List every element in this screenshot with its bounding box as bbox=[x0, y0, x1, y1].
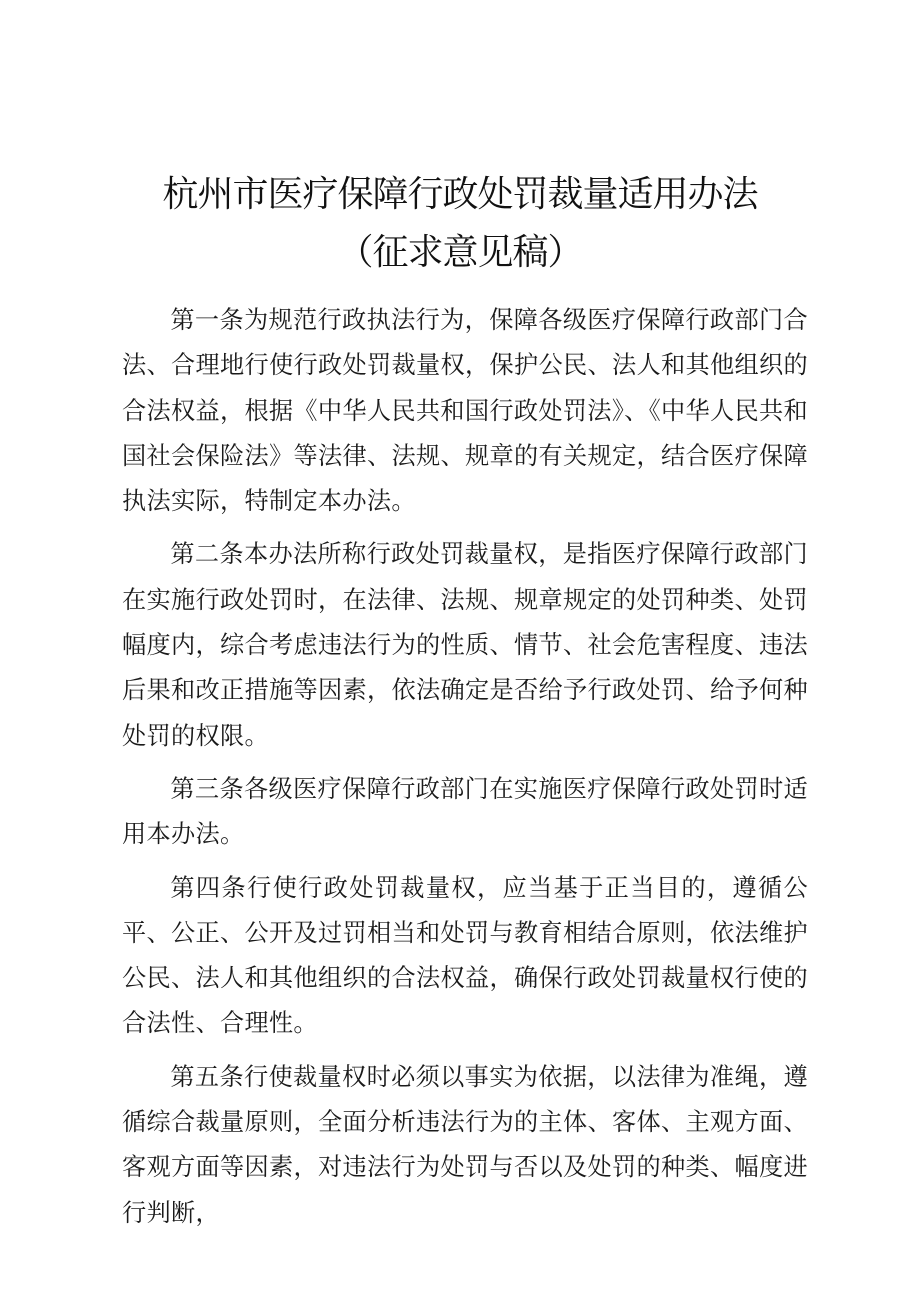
article-5-paragraph: 第五条行使裁量权时必须以事实为依据，以法律为准绳，遵循综合裁量原则，全面分析违法行为的主体、客体、主观方面、客观方面等因素，对违法行为处罚与否以及处罚的种类、幅度进行判断， bbox=[122, 1062, 808, 1227]
article-3-paragraph: 第三条各级医疗保障行政部门在实施医疗保障行政处罚时适用本办法。 bbox=[122, 774, 808, 849]
document-subtitle: （征求意见稿） bbox=[337, 232, 583, 273]
article-2-paragraph: 第二条本办法所称行政处罚裁量权，是指医疗保障行政部门在实施行政处罚时，在法律、法规、规章规定的处罚种类、处罚幅度内，综合考虑违法行为的性质、情节、社会危害程度、违法后果和改正措施等因素，依法确定是否给予行政处罚、给予何种处罚的权限。 bbox=[122, 540, 808, 750]
article-1-paragraph: 第一条为规范行政执法行为，保障各级医疗保障行政部门合法、合理地行使行政处罚裁量权，保护公民、法人和其他组织的合法权益，根据《中华人民共和国行政处罚法》、《中华人民共和国社会保险法》等法律、法规、规章的有关规定，结合医疗保障执法实际，特制定本办法。 bbox=[122, 306, 808, 516]
article-4-paragraph: 第四条行使行政处罚裁量权，应当基于正当目的，遵循公平、公正、公开及过罚相当和处罚与教育相结合原则，依法维护公民、法人和其他组织的合法权益，确保行政处罚裁量权行使的合法性、合理性。 bbox=[122, 873, 808, 1038]
document-title: 杭州市医疗保障行政处罚裁量适用办法 bbox=[162, 174, 758, 215]
document-body bbox=[122, 298, 808, 1244]
